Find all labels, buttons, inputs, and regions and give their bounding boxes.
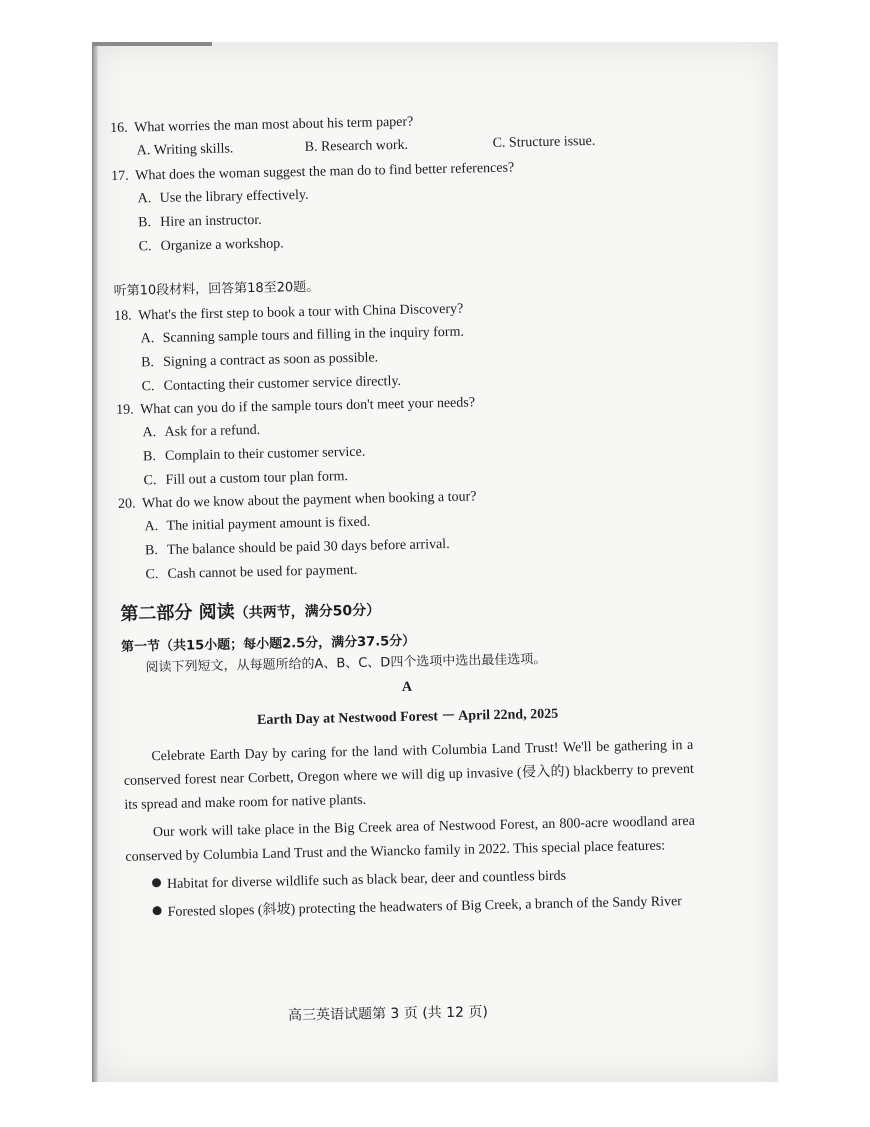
option-a: A. Ask for a refund. [142, 422, 261, 441]
question-text: What do we know about the payment when booking a tour? [141, 489, 477, 512]
option-c: C. Contacting their customer service directly. [141, 373, 402, 395]
option-b: B. Signing a contract as soon as possible. [140, 350, 379, 371]
question-number: 19. [115, 402, 134, 418]
section-title: 第一节（共15小题；每小题2.5分，满分37.5分） [120, 633, 416, 655]
exam-content [110, 106, 697, 926]
question-number: 20. [117, 496, 136, 512]
bullet-item: Habitat for diverse wildlife such as black bear, deer and countless birds [152, 862, 696, 897]
passage-title: Earth Day at Nestwood Forest － April 22nd, 2025 [256, 706, 559, 729]
option-c: C. Structure issue. [492, 133, 596, 151]
section-instruction: 阅读下列短文，从每题所给的A、B、C、D四个选项中选出最佳选项。 [145, 651, 547, 676]
option-a: A. The initial payment amount is fixed. [144, 514, 371, 535]
question-number: 17. [111, 168, 129, 184]
option-a: A. Writing skills. [136, 141, 234, 159]
question-text: What can you do if the sample tours don't meet your needs? [139, 395, 476, 418]
option-c: C. Organize a workshop. [138, 236, 284, 255]
paper-edge-shadow [92, 42, 98, 1082]
part-subtitle: （共两节，满分50分） [234, 602, 381, 622]
bullet-item: Forested slopes (斜坡) protecting the headwaters of Big Creek, a branch of the Sandy River [152, 890, 696, 925]
page-footer: 高三英语试题第 3 页 (共 12 页) [287, 1004, 489, 1024]
option-c: C. Cash cannot be used for payment. [145, 562, 358, 583]
part-title: 第二部分 阅读（共两节，满分50分） [120, 601, 381, 625]
listening-instruction: 听第10段材料，回答第18至20题。 [113, 279, 320, 299]
question-text: What's the first step to book a tour with China Discovery? [137, 301, 464, 324]
option-c: C. Fill out a custom tour plan form. [143, 469, 349, 489]
option-a: A. Scanning sample tours and filling in the inquiry form. [140, 324, 465, 347]
passage-paragraph: Celebrate Earth Day by caring for the land with Columbia Land Trust! We'll be gathering in a conserved forest near Corbett, Oregon where we will dig up invasive (侵入的) blackberry to prevent its spread and make room for native plants. [123, 737, 694, 813]
option-b: B. Hire an instructor. [138, 212, 262, 231]
passage-paragraph: Our work will take place in the Big Creek area of Nestwood Forest, an 800-acre woodland area conserved by Columbia Land Trust and the Wiancko family in 2022. This special place features: [125, 813, 696, 865]
question-text: What does the woman suggest the man do to find better references? [135, 160, 515, 184]
question-text: What worries the man most about his term paper? [134, 114, 414, 136]
question-number: 16. [110, 120, 128, 136]
question-number: 18. [114, 308, 132, 324]
bullet-dot-icon [152, 878, 161, 887]
bullet-dot-icon [153, 906, 162, 915]
passage-letter: A [401, 679, 413, 696]
option-a: A. Use the library effectively. [137, 187, 309, 207]
paper-top-edge [92, 42, 212, 46]
option-b: B. The balance should be paid 30 days before arrival. [144, 536, 450, 559]
option-b: B. Complain to their customer service. [142, 444, 366, 465]
option-b: B. Research work. [304, 137, 409, 155]
